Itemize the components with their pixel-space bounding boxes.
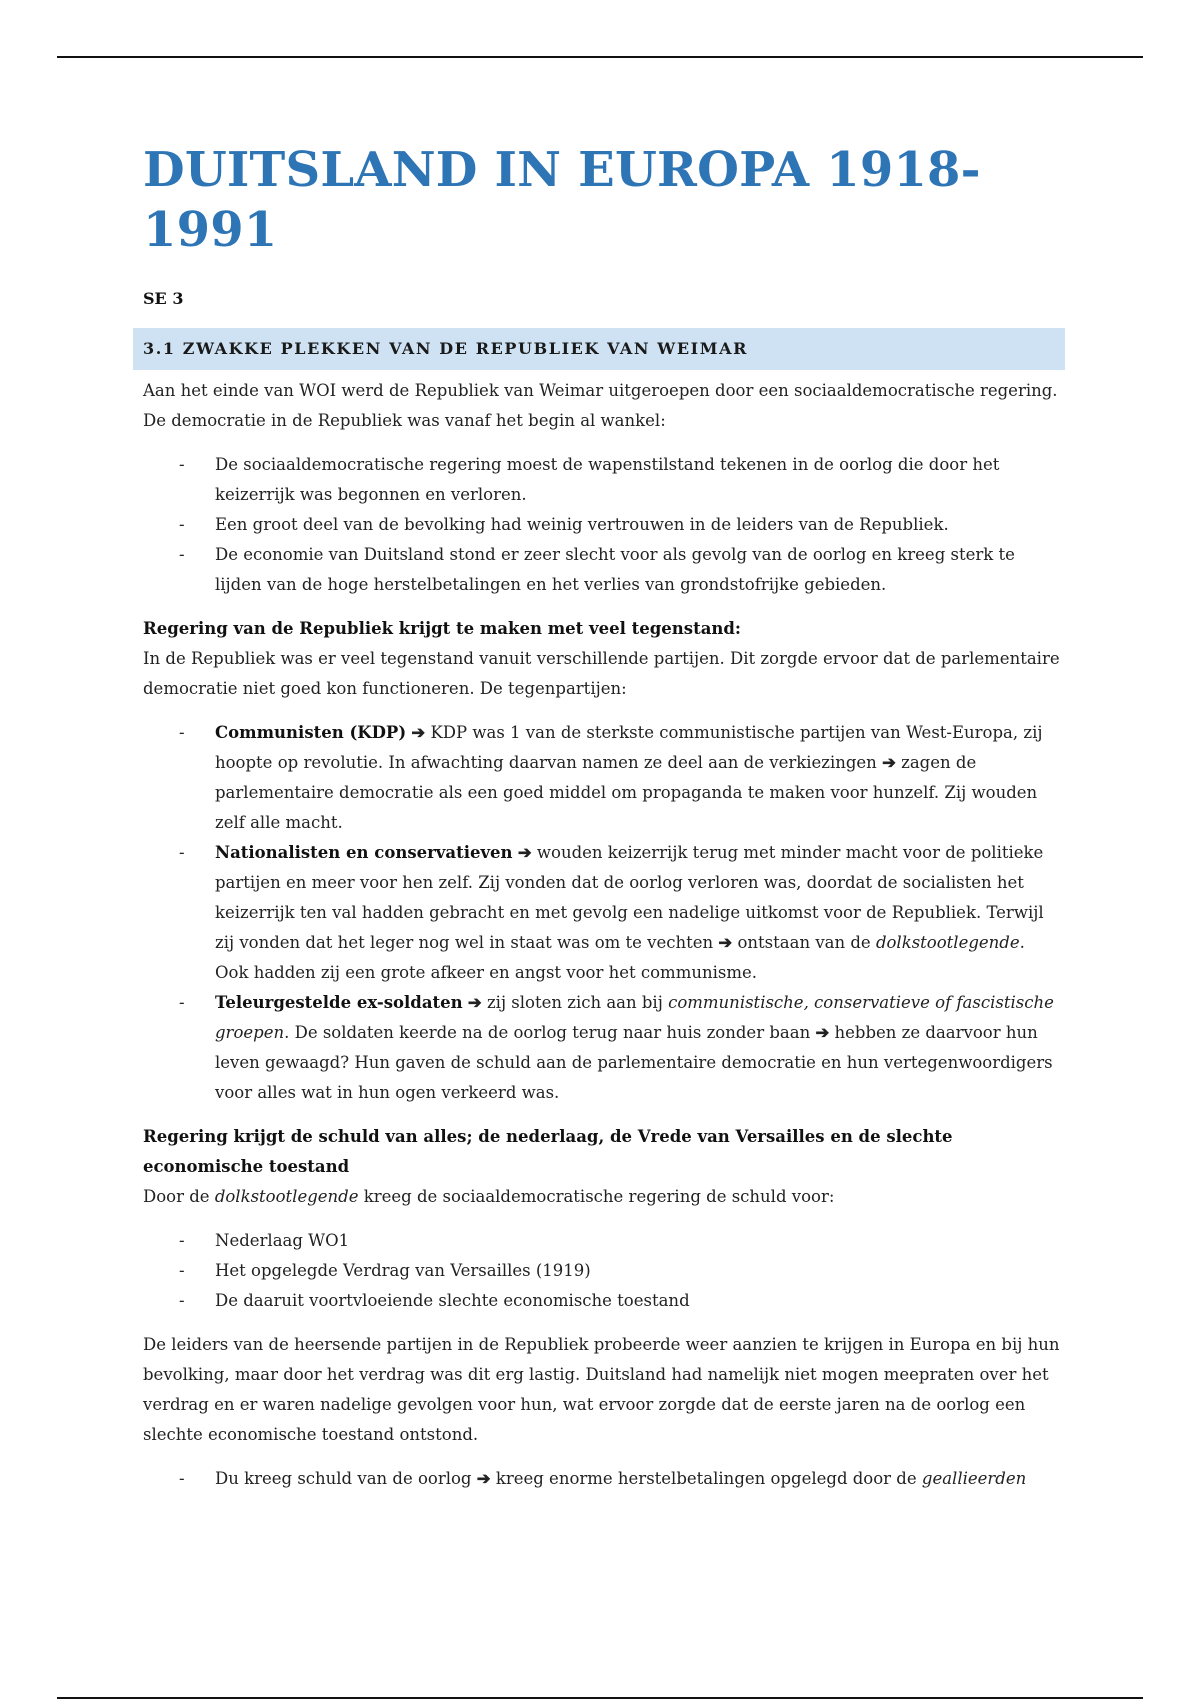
arrow-icon: ➔ — [411, 723, 426, 742]
term: communistische, conservatieve of fascistische groepen — [215, 993, 1054, 1042]
list-item-nationalists: - Nationalisten en conservatieven ➔ wouden keizerrijk terug met minder macht voor de politieke partijen en meer voor hen zelf. Zij vonden dat de oorlog verloren was, doordat de socialisten het keizerrijk ten val hadden gebracht en met gevolg een nadelige uitkomst voor de Republiek. Terwijl zij vonden dat het leger nog wel in staat was om te vechten ➔ ontstaan van de dolkstootlegende. Ook hadden zij een grote afkeer en angst voor het communisme. — [143, 838, 1063, 988]
list-item: - De sociaaldemocratische regering moest de wapenstilstand tekenen in de oorlog die door het keizerrijk was begonnen en verloren. — [143, 450, 1063, 510]
list-item: - Du kreeg schuld van de oorlog ➔ kreeg enorme herstelbetalingen opgelegd door de geallieerden — [143, 1464, 1063, 1494]
arrow-icon: ➔ — [882, 753, 896, 772]
party-label: Nationalisten en conservatieven — [215, 843, 513, 862]
list-item: - Een groot deel van de bevolking had weinig vertrouwen in de leiders van de Republiek. — [143, 510, 1063, 540]
term: geallieerden — [921, 1469, 1027, 1488]
leaders-paragraph: De leiders van de heersende partijen in de Republiek probeerde weer aanzien te krijgen in Europa en bij hun bevolking, maar door het verdrag was dit erg lastig. Duitsland had namelijk niet mogen meepraten over het verdrag en er waren nadelige gevolgen voor hun, wat ervoor zorgde dat de eerste jaren na de oorlog een slechte economische toestand ontstond. — [143, 1335, 1060, 1444]
subheading-blame: Regering krijgt de schuld van alles; de nederlaag, de Vrede van Versailles en de slechte economische toestand — [143, 1127, 953, 1176]
party-label: Communisten (KDP) — [215, 723, 407, 742]
consequences-list — [143, 1464, 1063, 1494]
footer-rule — [57, 1697, 1143, 1699]
term: dolkstootlegende — [875, 933, 1020, 952]
term: dolkstootlegende — [214, 1187, 359, 1206]
party-label: Teleurgestelde ex-soldaten — [215, 993, 463, 1012]
section-heading: 3.1 ZWAKKE PLEKKEN VAN DE REPUBLIEK VAN WEIMAR — [133, 328, 1065, 370]
list-item: - Het opgelegde Verdrag van Versailles (1919) — [143, 1256, 1063, 1286]
list-item-soldiers: - Teleurgestelde ex-soldaten ➔ zij sloten zich aan bij communistische, conservatieve of fascistische groepen. De soldaten keerde na de oorlog terug naar huis zonder baan ➔ hebben ze daarvoor hun leven gewaagd? Hun gaven de schuld aan de parlementaire democratie en hun vertegenwoordigers voor alles wat in hun ogen verkeerd was. — [143, 988, 1063, 1108]
list-item: - De economie van Duitsland stond er zeer slecht voor als gevolg van de oorlog en kreeg sterk te lijden van de hoge herstelbetalingen en het verlies van grondstofrijke gebieden. — [143, 540, 1063, 600]
document-subtitle: SE 3 — [143, 289, 184, 308]
arrow-icon: ➔ — [718, 933, 733, 952]
header-rule — [57, 56, 1143, 58]
parties-list — [143, 718, 1063, 1108]
subheading-opposition: Regering van de Republiek krijgt te maken met veel tegenstand: — [143, 619, 742, 638]
list-item: - Nederlaag WO1 — [143, 1226, 1063, 1256]
blame-list — [143, 1226, 1063, 1316]
list-item-communists: - Communisten (KDP) ➔ KDP was 1 van de sterkste communistische partijen van West-Europa, zij hoopte op revolutie. In afwachting daarvan namen ze deel aan de verkiezingen ➔ zagen de parlementaire democratie als een goed middel om propaganda te maken voor hunzelf. Zij wouden zelf alle macht. — [143, 718, 1063, 838]
document-title: DUITSLAND IN EUROPA 1918-1991 — [143, 142, 981, 258]
arrow-icon: ➔ — [815, 1023, 830, 1042]
document-body — [143, 140, 1063, 1494]
arrow-icon: ➔ — [467, 993, 482, 1012]
arrow-icon: ➔ — [476, 1469, 491, 1488]
arrow-icon: ➔ — [517, 843, 532, 862]
weakness-list — [143, 450, 1063, 600]
list-item: - De daaruit voortvloeiende slechte economische toestand — [143, 1286, 1063, 1316]
opposition-paragraph: In de Republiek was er veel tegenstand vanuit verschillende partijen. Dit zorgde ervoor dat de parlementaire democratie niet goed kon functioneren. De tegenpartijen: — [143, 649, 1060, 698]
blame-paragraph: Door de dolkstootlegende kreeg de sociaaldemocratische regering de schuld voor: — [143, 1187, 835, 1206]
intro-paragraph: Aan het einde van WOI werd de Republiek van Weimar uitgeroepen door een sociaaldemocratische regering. De democratie in de Republiek was vanaf het begin al wankel: — [143, 381, 1058, 430]
